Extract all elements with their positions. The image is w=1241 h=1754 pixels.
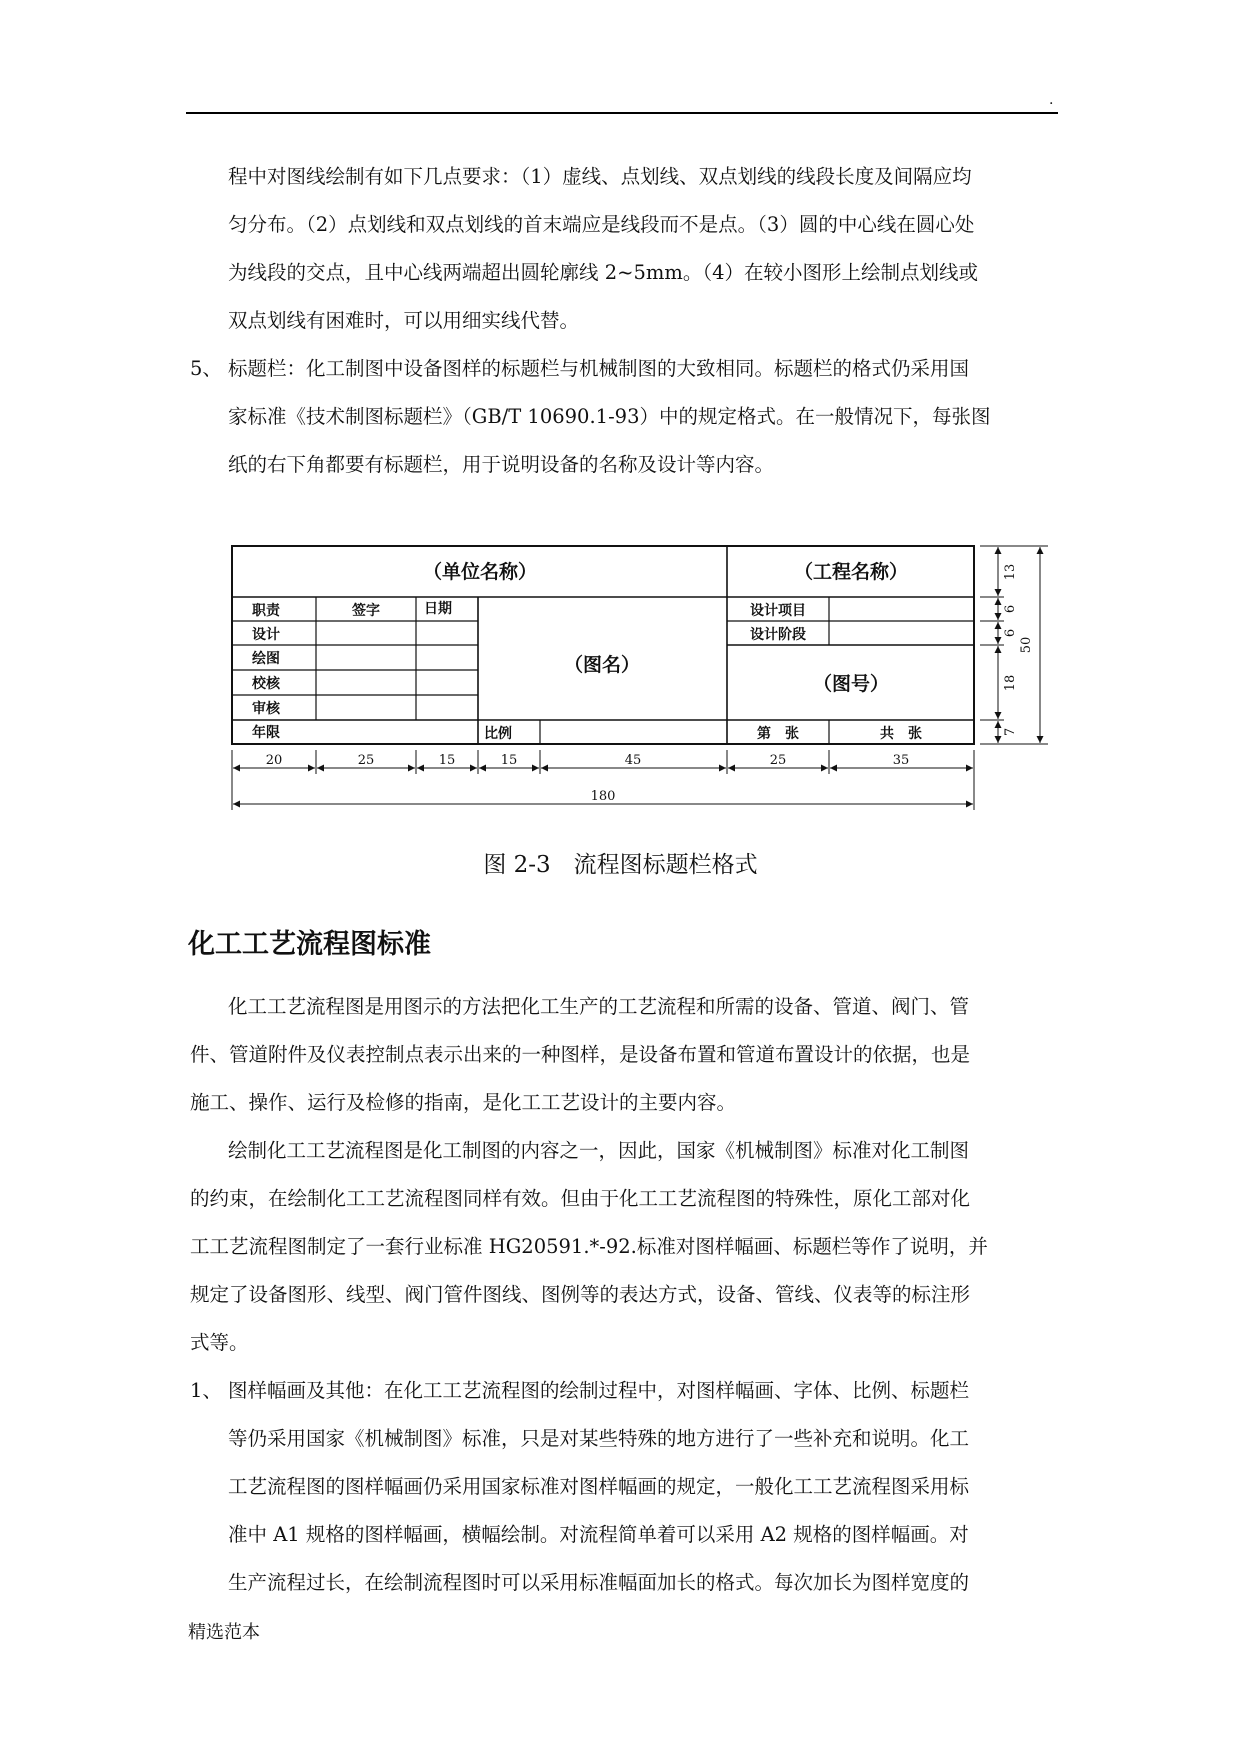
list-text: 标题栏：化工制图中设备图样的标题栏与机械制图的大致相同。标题栏的格式仍采用国 bbox=[228, 357, 970, 380]
dimension-label: 6 bbox=[1003, 604, 1018, 614]
sheet-total-label: 共 张 bbox=[880, 726, 922, 742]
page-footer: 精选范本 bbox=[188, 1622, 260, 1643]
design-stage-label: 设计阶段 bbox=[750, 627, 806, 643]
draw-row-label: 绘图 bbox=[252, 651, 280, 667]
header-rule bbox=[186, 112, 1058, 114]
paragraph-line: 的约束，在绘制化工工艺流程图同样有效。但由于化工工艺流程图的特殊性，原化工部对化 bbox=[190, 1187, 971, 1210]
intro-line: 程中对图线绘制有如下几点要求：（1）虚线、点划线、双点划线的线段长度及间隔应均 bbox=[228, 165, 972, 188]
review-row-label: 审核 bbox=[252, 701, 280, 717]
dimension-label: 45 bbox=[624, 753, 642, 768]
paragraph-line: 工工艺流程图制定了一套行业标准 HG20591.*-92.标准对图样幅画、标题栏等作了说明，并 bbox=[190, 1235, 988, 1258]
dimension-label: 6 bbox=[1003, 628, 1018, 638]
list-item-1-line: 生产流程过长，在绘制流程图时可以采用标准幅面加长的格式。每次加长为图样宽度的 bbox=[228, 1571, 970, 1594]
role-header: 职责 bbox=[252, 603, 280, 619]
list-item-5-line: 纸的右下角都要有标题栏，用于说明设备的名称及设计等内容。 bbox=[228, 453, 775, 476]
dimension-label: 20 bbox=[265, 753, 283, 768]
list-number: 5、 bbox=[190, 357, 222, 380]
paragraph-line: 绘制化工工艺流程图是化工制图的内容之一，因此，国家《机械制图》标准对化工制图 bbox=[228, 1139, 970, 1162]
list-item-1-line: 工艺流程图的图样幅画仍采用国家标准对图样幅画的规定，一般化工工艺流程图采用标 bbox=[228, 1475, 970, 1498]
dimension-label: 35 bbox=[892, 753, 910, 768]
list-item-5-line: 家标准《技术制图标题栏》（GB/T 10690.1-93）中的规定格式。在一般情况下，每张图 bbox=[228, 405, 991, 428]
list-item-1-line: 准中 A1 规格的图样幅画，横幅绘制。对流程简单着可以采用 A2 规格的图样幅画。对 bbox=[228, 1523, 969, 1546]
header-mark: . bbox=[1049, 92, 1054, 108]
year-row-label: 年限 bbox=[252, 725, 280, 741]
check-row-label: 校核 bbox=[252, 676, 280, 692]
paragraph-line: 规定了设备图形、线型、阀门管件图线、图例等的表达方式，设备、管线、仪表等的标注形 bbox=[190, 1283, 971, 1306]
list-item-5 bbox=[190, 345, 1056, 393]
sign-header: 签字 bbox=[352, 603, 380, 619]
intro-line: 为线段的交点，且中心线两端超出圆轮廓线 2~5mm。（4）在较小图形上绘制点划线或 bbox=[228, 261, 978, 284]
section-heading: 化工工艺流程图标准 bbox=[188, 929, 431, 960]
intro-line: 匀分布。（2）点划线和双点划线的首末端应是线段而不是点。（3）圆的中心线在圆心处 bbox=[228, 213, 975, 236]
design-row-label: 设计 bbox=[252, 627, 280, 643]
project-name-label: （工程名称） bbox=[793, 561, 909, 583]
design-item-label: 设计项目 bbox=[750, 603, 806, 619]
paragraph-line: 化工工艺流程图是用图示的方法把化工生产的工艺流程和所需的设备、管道、阀门、管 bbox=[228, 995, 970, 1018]
dimension-label: 25 bbox=[357, 753, 375, 768]
dimension-label: 13 bbox=[1003, 563, 1018, 581]
drawing-number-label: （图号） bbox=[812, 673, 890, 695]
drawing-name-label: （图名） bbox=[563, 654, 641, 676]
total-height-label: 50 bbox=[1019, 636, 1034, 654]
list-item-1-line: 等仍采用国家《机械制图》标准，只是对某些特殊的地方进行了一些补充和说明。化工 bbox=[228, 1427, 970, 1450]
dimension-label: 15 bbox=[500, 753, 518, 768]
paragraph-line: 件、管道附件及仪表控制点表示出来的一种图样，是设备布置和管道布置设计的依据，也是 bbox=[190, 1043, 971, 1066]
intro-line: 双点划线有困难时，可以用细实线代替。 bbox=[228, 309, 580, 332]
total-width-label: 180 bbox=[590, 789, 616, 804]
paragraph-line: 式等。 bbox=[190, 1331, 249, 1354]
dimension-label: 18 bbox=[1003, 674, 1018, 692]
scale-label: 比例 bbox=[484, 726, 512, 742]
dimension-label: 7 bbox=[1003, 727, 1018, 737]
list-number: 1、 bbox=[190, 1379, 222, 1402]
paragraph-line: 施工、操作、运行及检修的指南，是化工工艺设计的主要内容。 bbox=[190, 1091, 737, 1114]
unit-name-label: （单位名称） bbox=[422, 561, 538, 583]
date-header: 日期 bbox=[424, 601, 452, 617]
dimension-label: 15 bbox=[438, 753, 456, 768]
list-item-1 bbox=[190, 1367, 1056, 1415]
list-text: 图样幅画及其他：在化工工艺流程图的绘制过程中，对图样幅画、字体、比例、标题栏 bbox=[228, 1379, 970, 1402]
title-block-figure bbox=[226, 538, 1056, 818]
sheet-number-label: 第 张 bbox=[757, 726, 799, 742]
dimension-label: 25 bbox=[769, 753, 787, 768]
figure-caption: 图 2-3 流程图标题栏格式 bbox=[483, 852, 758, 878]
